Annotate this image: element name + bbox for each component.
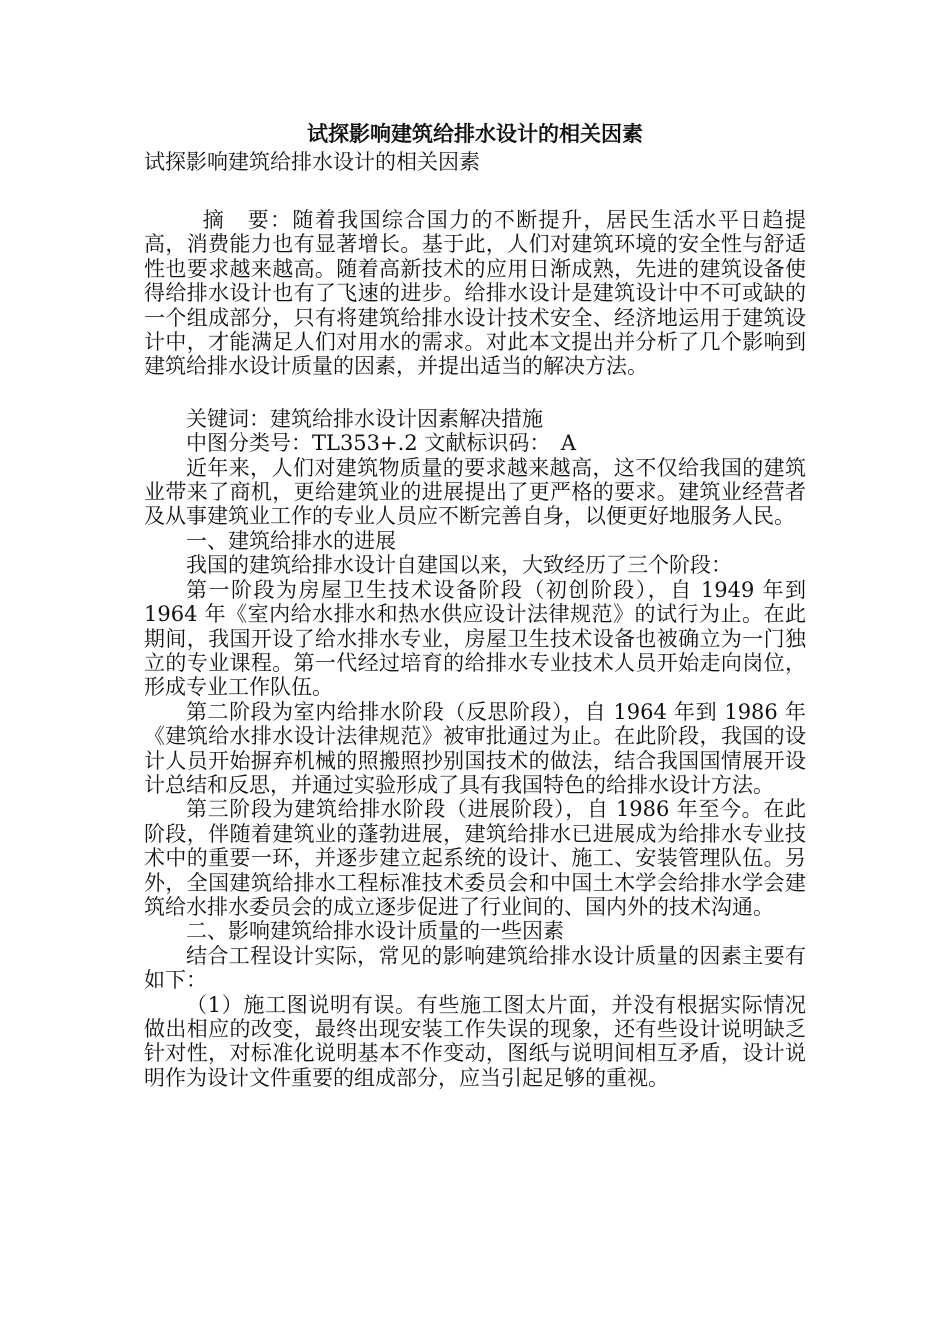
spacer [144, 176, 806, 208]
spacer [144, 379, 806, 407]
keywords-line: 关键词：建筑给排水设计因素解决措施 [186, 406, 543, 431]
classification-line: 中图分类号：TL353+.2 文献标识码： A [186, 431, 577, 456]
body-paragraph: 第一阶段为房屋卫生技术设备阶段（初创阶段），自 1949 年到 1964 年《室内给水排水和热水供应设计法律规范》的试行为止。在此期间，我国开设了给水排水专业，房屋卫生技术设备也被确立为一门独立的专业课程。第一代经过培育的给排水专业技术人员开始走向岗位，形成专业工作队伍。 [144, 577, 806, 700]
section-heading: 一、建筑给排水的进展 [186, 528, 396, 553]
body-paragraph: （1）施工图说明有误。有些施工图太片面，并没有根据实际情况做出相应的改变，最终出现安装工作失误的现象，还有些设计说明缺乏针对性，对标准化说明基本不作变动，图纸与说明间相互矛盾，设计说明作为设计文件重要的组成部分，应当引起足够的重视。 [144, 992, 806, 1090]
body-paragraph: 第二阶段为室内给排水阶段（反思阶段），自 1964 年到 1986 年《建筑给水排水设计法律规范》被审批通过为止。在此阶段，我国的设计人员开始摒弃机械的照搬照抄别国技术的做法，结合我国国情展开设计总结和反思，并通过实验形成了具有我国特色的给排水设计方法。 [144, 699, 806, 797]
body-paragraph: 我国的建筑给排水设计自建国以来，大致经历了三个阶段： [186, 553, 732, 578]
body-paragraph: 结合工程设计实际，常见的影响建筑给排水设计质量的因素主要有如下： [144, 943, 806, 993]
section-heading: 二、影响建筑给排水设计质量的一些因素 [186, 919, 564, 944]
body-paragraph: 第三阶段为建筑给排水阶段（进展阶段），自 1986 年至今。在此阶段，伴随着建筑业的蓬勃进展，建筑给排水已进展成为给排水专业技术中的重要一环，并逐步建立起系统的设计、施工、安装管理队伍。另外，全国建筑给排水工程标准技术委员会和中国土木学会给排水学会建筑给水排水委员会的成立逐步促进了行业间的、国内外的技术沟通。 [144, 797, 806, 919]
document-title: 试探影响建筑给排水设计的相关因素 [307, 121, 643, 146]
document-page [144, 120, 806, 1090]
document-subtitle: 试探影响建筑给排水设计的相关因素 [144, 150, 480, 174]
abstract-paragraph: 摘 要：随着我国综合国力的不断提升，居民生活水平日趋提高，消费能力也有显著增长。基于此，人们对建筑环境的安全性与舒适性也要求越来越高。随着高新技术的应用日渐成熟，先进的建筑设备使得给排水设计也有了飞速的进步。给排水设计是建筑设计中不可或缺的一个组成部分，只有将建筑给排水设计技术安全、经济地运用于建筑设计中，才能满足人们对用水的需求。对此本文提出并分析了几个影响到建筑给排水设计质量的因素，并提出适当的解决方法。 [144, 208, 806, 379]
body-paragraph: 近年来，人们对建筑物质量的要求越来越高，这不仅给我国的建筑业带来了商机，更给建筑业的进展提出了更严格的要求。建筑业经营者及从事建筑业工作的专业人员应不断完善自身，以便更好地服务人民。 [144, 455, 806, 529]
